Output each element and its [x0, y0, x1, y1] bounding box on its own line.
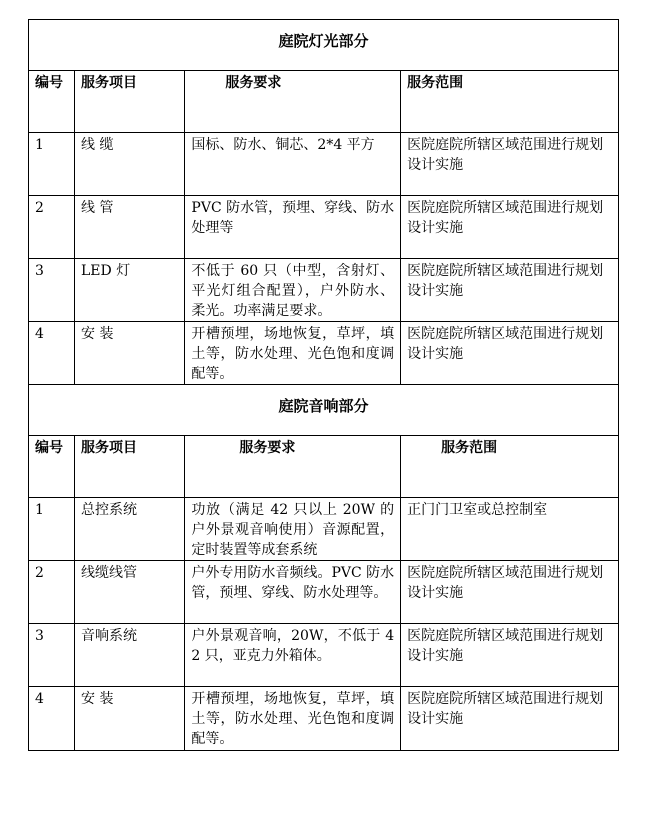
lighting-title-row: [29, 20, 619, 71]
row-item: 线 缆: [75, 133, 185, 196]
service-table: [28, 19, 619, 751]
audio-section-title: 庭院音响部分: [29, 385, 619, 436]
lighting-section-title: 庭院灯光部分: [29, 20, 619, 71]
table-row: [29, 561, 619, 624]
row-requirement: 不低于 60 只（中型，含射灯、平光灯组合配置），户外防水、柔光。功率满足要求。: [185, 259, 401, 322]
audio-header-row: [29, 436, 619, 498]
row-requirement: 国标、防水、铜芯、2*4 平方: [185, 133, 401, 196]
row-requirement: PVC 防水管，预埋、穿线、防水处理等: [185, 196, 401, 259]
row-scope: 医院庭院所辖区域范围进行规划设计实施: [401, 133, 619, 196]
row-scope: 正门门卫室或总控制室: [401, 498, 619, 561]
row-number: 1: [29, 498, 75, 561]
row-item: 线缆线管: [75, 561, 185, 624]
row-item: 线 管: [75, 196, 185, 259]
header-number: 编号: [29, 71, 75, 133]
row-requirement: 开槽预埋，场地恢复，草坪，填土等，防水处理、光色饱和度调配等。: [185, 687, 401, 751]
row-scope: 医院庭院所辖区域范围进行规划设计实施: [401, 687, 619, 751]
row-number: 1: [29, 133, 75, 196]
audio-title-row: [29, 385, 619, 436]
row-item: 安 装: [75, 322, 185, 385]
row-number: 3: [29, 624, 75, 687]
row-number: 3: [29, 259, 75, 322]
row-requirement: 户外景观音响，20W，不低于 42 只，亚克力外箱体。: [185, 624, 401, 687]
table-row: [29, 322, 619, 385]
header-service-requirement: 服务要求: [185, 71, 401, 133]
table-row: [29, 133, 619, 196]
row-number: 4: [29, 322, 75, 385]
table-row: [29, 498, 619, 561]
row-item: 音响系统: [75, 624, 185, 687]
header-service-requirement: 服务要求: [185, 436, 401, 498]
row-item: 总控系统: [75, 498, 185, 561]
row-item: 安 装: [75, 687, 185, 751]
header-service-scope: 服务范围: [401, 436, 619, 498]
row-scope: 医院庭院所辖区域范围进行规划设计实施: [401, 196, 619, 259]
table-row: [29, 196, 619, 259]
row-requirement: 功放（满足 42 只以上 20W 的户外景观音响使用）音源配置，定时装置等成套系统: [185, 498, 401, 561]
table-row: [29, 259, 619, 322]
header-number: 编号: [29, 436, 75, 498]
table-row: [29, 624, 619, 687]
row-scope: 医院庭院所辖区域范围进行规划设计实施: [401, 322, 619, 385]
row-scope: 医院庭院所辖区域范围进行规划设计实施: [401, 561, 619, 624]
row-item: LED 灯: [75, 259, 185, 322]
header-service-scope: 服务范围: [401, 71, 619, 133]
row-scope: 医院庭院所辖区域范围进行规划设计实施: [401, 259, 619, 322]
table-row: [29, 687, 619, 751]
row-number: 2: [29, 196, 75, 259]
row-number: 2: [29, 561, 75, 624]
header-service-item: 服务项目: [75, 436, 185, 498]
row-requirement: 开槽预埋，场地恢复，草坪，填土等，防水处理、光色饱和度调配等。: [185, 322, 401, 385]
row-requirement: 户外专用防水音频线。PVC 防水管，预埋、穿线、防水处理等。: [185, 561, 401, 624]
header-service-item: 服务项目: [75, 71, 185, 133]
lighting-header-row: [29, 71, 619, 133]
row-number: 4: [29, 687, 75, 751]
row-scope: 医院庭院所辖区域范围进行规划设计实施: [401, 624, 619, 687]
